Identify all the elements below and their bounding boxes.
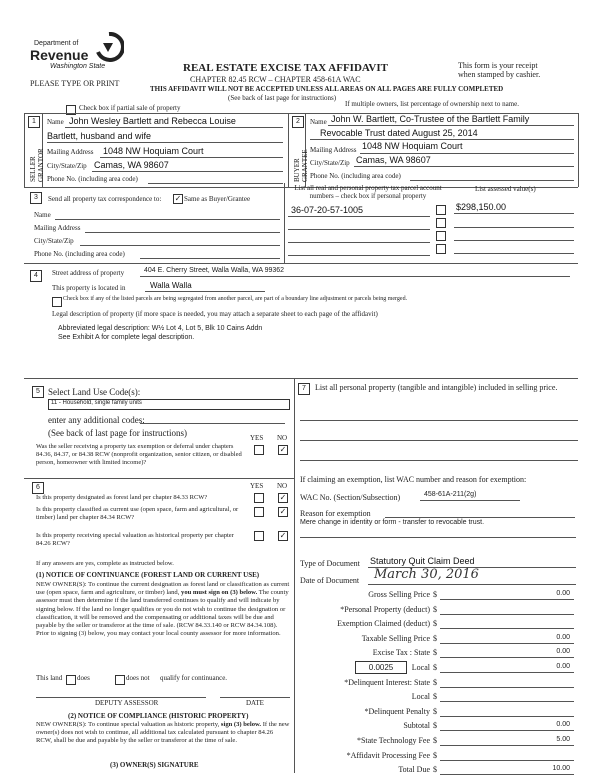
tax-row-dollar: $	[433, 605, 437, 614]
buyer-side-label: BUYER GRANTEE	[293, 149, 309, 182]
notice-compliance-text	[36, 721, 290, 746]
land-use-value: 11 - Household, single family units	[51, 400, 142, 406]
buyer-phone-label: Phone No. (including area code)	[310, 172, 401, 180]
tax-row-label: *Delinquent Penalty	[364, 707, 430, 716]
tax-row-label: Total Due	[398, 765, 430, 774]
seller-name-label: Name	[47, 118, 64, 126]
current-use-question: Is this property classified as current use (open space, farm and agricultural, or timber) land per chapter 84.34 RCW?	[36, 506, 239, 521]
exemption-question: Was the seller receiving a property tax exemption or deferral under chapters 84.36, 84.37, or 84.38 RCW (nonprofit organization, senior citizen, or disabled person, homeowner with limited income)?	[36, 443, 242, 466]
historic-question: Is this property receiving special valuation as historical property per chapter 84.26 RCW?	[36, 532, 234, 547]
same-as-buyer-label: Same as Buyer/Grantee	[184, 195, 251, 203]
assessed-header: List assessed value(s)	[475, 185, 536, 193]
section-5-number: 5	[32, 386, 44, 398]
tax-row-label: Local	[411, 692, 430, 701]
tax-row-value[interactable]: 10.00	[552, 765, 570, 772]
personal-property-label: List all personal property (tangible and intangible) included in selling price.	[315, 383, 558, 392]
dept-line2: Revenue	[30, 47, 89, 63]
forest-yes-checkbox[interactable]	[254, 493, 264, 503]
doc-type-value[interactable]: Statutory Quit Claim Deed	[370, 556, 475, 566]
doc-type-label: Type of Document	[300, 559, 360, 568]
legal-description-line1[interactable]: Abbreviated legal description: W½ Lot 4, Lot 5, Blk 10 Cains Addn	[58, 325, 263, 332]
tax-row-value[interactable]: 0.00	[556, 721, 570, 728]
assessed-value[interactable]: $298,150.00	[456, 202, 507, 212]
s5-no-header: NO	[277, 434, 288, 442]
section-7-number: 7	[298, 383, 310, 395]
tax-row-dollar: $	[433, 648, 437, 657]
tax-row-dollar: $	[433, 663, 437, 672]
notice-continuance-text-a: NEW OWNER(S): To continue the current designation as forest land or classification as current use (open space, farm and agriculture, or timber) land,	[36, 581, 290, 597]
select-land-use-label: Select Land Use Code(s):	[48, 387, 141, 397]
tax-row-value[interactable]: 0.00	[556, 648, 570, 655]
local-rate-box[interactable]: 0.0025	[355, 661, 407, 674]
buyer-name-value[interactable]: John W. Bartlett, Co-Trustee of the Bartlett Family	[331, 114, 530, 124]
tax-row-dollar: $	[433, 692, 437, 701]
buyer-mailing-value[interactable]: 1048 NW Hoquiam Court	[362, 141, 463, 151]
forest-land-question: Is this property designated as forest land per chapter 84.33 RCW?	[36, 494, 208, 501]
tax-row-label: Taxable Selling Price	[361, 634, 430, 643]
section-3-number: 3	[30, 192, 42, 204]
forest-no-checkbox[interactable]: ✓	[279, 493, 287, 502]
notice-continuance-text	[36, 581, 290, 638]
tax-row-label: *Delinquent Interest: State	[344, 678, 430, 687]
located-in-value[interactable]: Walla Walla	[150, 281, 192, 290]
seller-city-label: City/State/Zip	[47, 162, 87, 170]
qualify-label: qualify for continuance.	[160, 674, 228, 682]
notice-compliance-text-a: NEW OWNER(S): To continue special valuation as historic property,	[36, 721, 220, 728]
tax-row-dollar: $	[433, 634, 437, 643]
tax-row-value[interactable]: 0.00	[556, 663, 570, 670]
parcel-header: List all real and personal property tax parcel account numbers – check box if personal property	[294, 184, 442, 200]
segregated-text: Check box if any of the listed parcels are being segregated from another parcel, are part of a boundary line adjustment or parcels being merged.	[63, 296, 408, 302]
buyer-mailing-label: Mailing Address	[310, 146, 357, 154]
dept-line3: Washington State	[50, 63, 106, 70]
notice-continuance-title: (1) NOTICE OF CONTINUANCE (FOREST LAND OR CURRENT USE)	[36, 571, 260, 579]
located-in-label: This property is located in	[52, 284, 126, 292]
buyer-name-value2[interactable]: Revocable Trust dated August 25, 2014	[320, 128, 478, 138]
s6-yes-header: YES	[250, 482, 264, 490]
s5-see-back: (See back of last page for instructions)	[48, 428, 187, 438]
s3-name-label: Name	[34, 211, 51, 219]
tax-row-label: Excise Tax : State	[372, 648, 430, 657]
personal-property-checkbox-4[interactable]	[436, 244, 446, 254]
current-use-no-checkbox[interactable]: ✓	[279, 507, 287, 516]
historic-yes-checkbox[interactable]	[254, 531, 264, 541]
tax-row-dollar: $	[433, 678, 437, 687]
tax-row-dollar: $	[433, 707, 437, 716]
parcel-number[interactable]: 36-07-20-57-1005	[291, 205, 364, 215]
form-subtitle: CHAPTER 82.45 RCW – CHAPTER 458-61A WAC	[190, 75, 361, 84]
does-not-label: does not	[126, 674, 150, 682]
tax-row-dollar: $	[433, 619, 437, 628]
receipt-line2: when stamped by cashier.	[458, 70, 541, 79]
segregated-checkbox[interactable]	[52, 297, 62, 307]
send-correspondence-label: Send all property tax correspondence to:	[48, 195, 162, 203]
tax-row-value[interactable]: 0.00	[556, 634, 570, 641]
tax-row-dollar: $	[433, 765, 437, 774]
seller-name-value[interactable]: John Wesley Bartlett and Rebecca Louise	[69, 116, 236, 126]
seller-side-label: SELLER GRANTOR	[29, 148, 45, 182]
tax-row-value[interactable]: 0.00	[556, 590, 570, 597]
notice-compliance-bold: sign (3) below.	[220, 721, 262, 728]
dor-logo-swoosh-icon	[94, 32, 124, 62]
s6-no-header: NO	[277, 482, 288, 490]
section-6-number: 6	[32, 482, 44, 494]
tax-row-label: *Personal Property (deduct)	[340, 605, 430, 614]
land-use-select[interactable]	[48, 399, 290, 410]
owner-signature-label: (3) OWNER(S) SIGNATURE	[110, 761, 199, 769]
doc-date-label: Date of Document	[300, 576, 360, 585]
tax-row-dollar: $	[433, 751, 437, 760]
see-back-note: (See back of last page for instructions)	[228, 94, 337, 102]
notice-continuance-text-b: The county assessor must then determine if the land transferred continues to qualify and will indicate by signing below. If the land no longer qualifies or you do not wish to continue the designation or classification, it will be removed and the compensating or additional taxes will be due and payable by the seller or transferor at the time of sale. (RCW 84.33.140 or RCW 84.34.108). Prior to signing (3) below, you may contact your local county assessor for more information.	[36, 589, 289, 638]
tax-row-dollar: $	[433, 721, 437, 730]
s5-no-checkbox[interactable]: ✓	[279, 445, 287, 454]
doc-date-value[interactable]: March 30, 2016	[374, 567, 479, 582]
personal-property-checkbox-1[interactable]	[436, 205, 446, 215]
seller-mailing-label: Mailing Address	[47, 148, 94, 156]
s5-yes-checkbox[interactable]	[254, 445, 264, 455]
personal-property-checkbox-2[interactable]	[436, 218, 446, 228]
tax-row-dollar: $	[433, 590, 437, 599]
partial-sale-label: Check box if partial sale of property	[79, 104, 181, 112]
tax-row-label: Local	[411, 663, 430, 672]
section-2-number: 2	[292, 116, 304, 128]
buyer-city-label: City/State/Zip	[310, 159, 350, 167]
if-yes-note: If any answers are yes, complete as instructed below.	[36, 560, 174, 567]
form-warning: THIS AFFIDAVIT WILL NOT BE ACCEPTED UNLESS ALL AREAS ON ALL PAGES ARE FULLY COMPLETED	[150, 85, 504, 93]
dor-logo	[30, 32, 125, 76]
s3-mailing-label: Mailing Address	[34, 224, 81, 232]
street-address-label: Street address of property	[52, 269, 125, 277]
tax-row-label: Exemption Claimed (deduct)	[337, 619, 430, 628]
seller-city-value[interactable]: Camas, WA 98607	[94, 160, 169, 170]
form-title: REAL ESTATE EXCISE TAX AFFIDAVIT	[183, 62, 388, 74]
legal-description-label: Legal description of property (if more space is needed, you may attach a separate sheet to each page of the affidavit)	[52, 310, 378, 318]
seller-name-value2[interactable]: Bartlett, husband and wife	[47, 131, 152, 141]
tax-row-value[interactable]: 5.00	[556, 736, 570, 743]
current-use-yes-checkbox[interactable]	[254, 507, 264, 517]
notice-compliance-title: (2) NOTICE OF COMPLIANCE (HISTORIC PROPERTY)	[68, 712, 249, 720]
dept-line1: Department of	[34, 40, 79, 47]
tax-row-label: *Affidavit Processing Fee	[346, 751, 430, 760]
this-land-label: This land	[36, 674, 63, 682]
street-address-value[interactable]: 404 E. Cherry Street, Walla Walla, WA 99362	[144, 267, 285, 274]
tax-row-label: *State Technology Fee	[356, 736, 430, 745]
reason-value[interactable]: Mere change in identity or form - transfer to revocable trust.	[300, 519, 485, 526]
does-label: does	[77, 674, 90, 682]
s3-phone-label: Phone No. (including area code)	[34, 250, 125, 258]
section-1-number: 1	[28, 116, 40, 128]
same-as-buyer-checkbox[interactable]: ✓	[174, 194, 182, 203]
deputy-assessor-label: DEPUTY ASSESSOR	[95, 699, 159, 707]
tax-row-label: Subtotal	[403, 721, 430, 730]
wac-label: WAC No. (Section/Subsection)	[300, 493, 401, 502]
s3-city-label: City/State/Zip	[34, 237, 74, 245]
date-label: DATE	[246, 699, 264, 707]
notice-continuance-bold: you must sign on (3) below.	[181, 589, 258, 597]
receipt-line1: This form is your receipt	[458, 61, 538, 70]
buyer-name-label: Name	[310, 118, 327, 126]
additional-codes-label: enter any additional codes:	[48, 415, 145, 425]
personal-property-checkbox-3[interactable]	[436, 231, 446, 241]
s5-yes-header: YES	[250, 434, 264, 442]
claiming-exemption-label: If claiming an exemption, list WAC number and reason for exemption:	[300, 475, 527, 484]
seller-mailing-value[interactable]: 1048 NW Hoquiam Court	[103, 146, 204, 156]
notice-compliance-text-b: If the new owner(s) does not wish to continue, all additional tax calculated pursuant to chapter 84.26 RCW, shall be due and payable by the seller or transferor at the time of sale.	[36, 721, 290, 745]
tax-row-label: Gross Selling Price	[368, 590, 430, 599]
legal-description-line2[interactable]: See Exhibit A for complete legal description.	[58, 334, 195, 341]
buyer-city-value[interactable]: Camas, WA 98607	[356, 155, 431, 165]
please-type: PLEASE TYPE OR PRINT	[30, 79, 120, 88]
does-not-checkbox[interactable]	[115, 675, 125, 685]
does-checkbox[interactable]	[66, 675, 76, 685]
reason-label: Reason for exemption	[300, 509, 371, 518]
wac-value[interactable]: 458-61A-211(2g)	[424, 491, 477, 498]
tax-row-dollar: $	[433, 736, 437, 745]
section-4-number: 4	[30, 270, 42, 282]
multiple-owners-note: If multiple owners, list percentage of ownership next to name.	[345, 100, 519, 108]
historic-no-checkbox[interactable]: ✓	[279, 531, 287, 540]
seller-phone-label: Phone No. (including area code)	[47, 175, 138, 183]
